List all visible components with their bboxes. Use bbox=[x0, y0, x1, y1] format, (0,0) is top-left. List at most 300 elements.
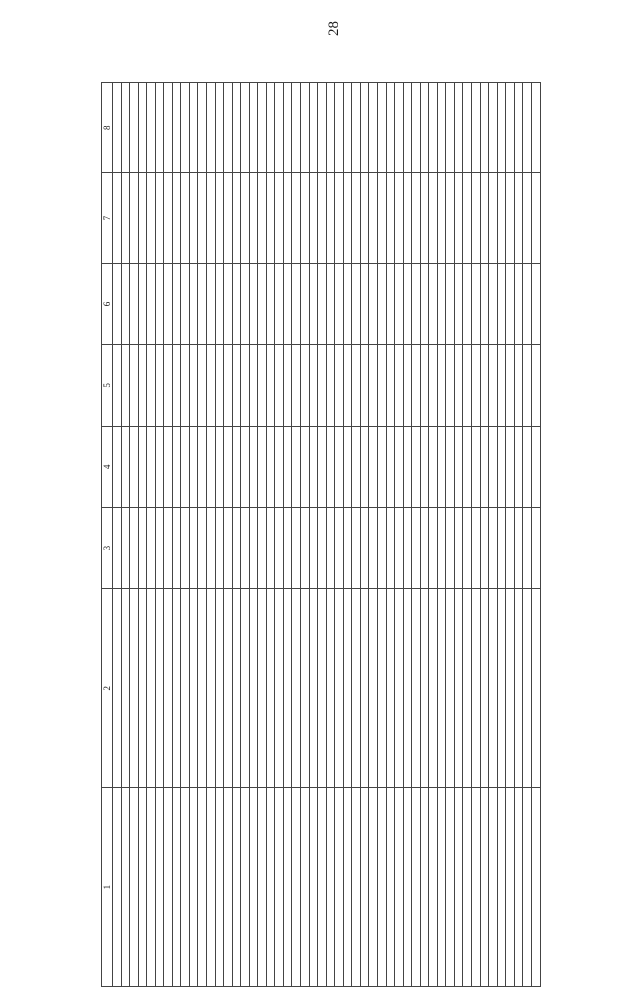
table-cell bbox=[335, 788, 344, 987]
table-cell bbox=[463, 83, 472, 173]
table-cell bbox=[463, 507, 472, 588]
table-cell bbox=[429, 173, 438, 263]
table-cell bbox=[335, 589, 344, 788]
table-cell bbox=[531, 83, 540, 173]
table-row bbox=[318, 83, 327, 987]
table-cell bbox=[352, 426, 361, 507]
table-cell bbox=[531, 426, 540, 507]
table-cell bbox=[147, 345, 156, 426]
table-cell bbox=[360, 426, 369, 507]
table-cell bbox=[164, 788, 173, 987]
table-row bbox=[224, 83, 233, 987]
page-number: 28 bbox=[326, 21, 342, 36]
table-cell bbox=[198, 788, 207, 987]
table-cell bbox=[343, 173, 352, 263]
table-cell bbox=[343, 263, 352, 344]
column-header: 1 bbox=[102, 788, 113, 987]
table-cell bbox=[275, 589, 284, 788]
table-row bbox=[130, 83, 139, 987]
table-cell bbox=[275, 507, 284, 588]
table-cell bbox=[121, 589, 130, 788]
table-cell bbox=[471, 426, 480, 507]
table-cell bbox=[266, 507, 275, 588]
table-cell bbox=[258, 589, 267, 788]
table-cell bbox=[138, 788, 147, 987]
table-cell bbox=[377, 426, 386, 507]
table-cell bbox=[147, 507, 156, 588]
table-cell bbox=[463, 345, 472, 426]
table-cell bbox=[395, 83, 404, 173]
table-cell bbox=[121, 345, 130, 426]
table-row bbox=[301, 83, 310, 987]
table-cell bbox=[471, 788, 480, 987]
table-cell bbox=[531, 173, 540, 263]
table-cell bbox=[395, 345, 404, 426]
table-cell bbox=[377, 173, 386, 263]
column-header: 5 bbox=[102, 345, 113, 426]
table-cell bbox=[207, 507, 216, 588]
table-cell bbox=[266, 426, 275, 507]
table-cell bbox=[369, 345, 378, 426]
table-cell bbox=[301, 507, 310, 588]
table-cell bbox=[386, 83, 395, 173]
table-cell bbox=[377, 788, 386, 987]
table-cell bbox=[412, 173, 421, 263]
table-cell bbox=[531, 263, 540, 344]
table-cell bbox=[403, 345, 412, 426]
table-cell bbox=[318, 83, 327, 173]
table-cell bbox=[232, 83, 241, 173]
table-cell bbox=[514, 507, 523, 588]
table-cell bbox=[360, 173, 369, 263]
table-cell bbox=[352, 345, 361, 426]
table-row bbox=[463, 83, 472, 987]
table-cell bbox=[506, 788, 515, 987]
table-cell bbox=[283, 788, 292, 987]
table-cell bbox=[412, 345, 421, 426]
table-cell bbox=[241, 589, 250, 788]
table-cell bbox=[489, 589, 498, 788]
table-cell bbox=[514, 345, 523, 426]
table-cell bbox=[138, 263, 147, 344]
table-cell bbox=[386, 173, 395, 263]
table-cell bbox=[189, 788, 198, 987]
table-cell bbox=[130, 788, 139, 987]
table-cell bbox=[326, 263, 335, 344]
table-cell bbox=[369, 507, 378, 588]
table-cell bbox=[403, 426, 412, 507]
table-cell bbox=[138, 589, 147, 788]
table-cell bbox=[352, 173, 361, 263]
table-row bbox=[454, 83, 463, 987]
table-cell bbox=[352, 263, 361, 344]
table-cell bbox=[335, 173, 344, 263]
table-row bbox=[258, 83, 267, 987]
table-cell bbox=[446, 788, 455, 987]
table-cell bbox=[531, 788, 540, 987]
table-row bbox=[386, 83, 395, 987]
table-cell bbox=[121, 263, 130, 344]
table-cell bbox=[429, 83, 438, 173]
table-cell bbox=[241, 83, 250, 173]
table-cell bbox=[343, 507, 352, 588]
table-cell bbox=[172, 345, 181, 426]
table-cell bbox=[309, 83, 318, 173]
table-cell bbox=[360, 263, 369, 344]
table-cell bbox=[386, 507, 395, 588]
table-cell bbox=[155, 263, 164, 344]
table-row bbox=[113, 83, 122, 987]
table-cell bbox=[113, 507, 122, 588]
table-cell bbox=[113, 263, 122, 344]
table-cell bbox=[326, 426, 335, 507]
table-cell bbox=[369, 263, 378, 344]
table-cell bbox=[412, 426, 421, 507]
table-row bbox=[429, 83, 438, 987]
table-cell bbox=[198, 426, 207, 507]
table-cell bbox=[326, 507, 335, 588]
table-cell bbox=[249, 788, 258, 987]
table-cell bbox=[343, 83, 352, 173]
table-cell bbox=[232, 788, 241, 987]
table-cell bbox=[489, 345, 498, 426]
table-cell bbox=[489, 426, 498, 507]
table-row bbox=[377, 83, 386, 987]
table-cell bbox=[292, 426, 301, 507]
table-cell bbox=[489, 83, 498, 173]
table-cell bbox=[164, 426, 173, 507]
table-cell bbox=[454, 589, 463, 788]
table-cell bbox=[130, 263, 139, 344]
table-row bbox=[207, 83, 216, 987]
table-cell bbox=[249, 263, 258, 344]
table-cell bbox=[189, 426, 198, 507]
table-cell bbox=[215, 426, 224, 507]
table-cell bbox=[138, 83, 147, 173]
table-cell bbox=[181, 173, 190, 263]
table-cell bbox=[480, 507, 489, 588]
table-cell bbox=[497, 507, 506, 588]
table-row bbox=[480, 83, 489, 987]
table-cell bbox=[147, 426, 156, 507]
table-cell bbox=[198, 507, 207, 588]
table-cell bbox=[207, 173, 216, 263]
table-cell bbox=[283, 589, 292, 788]
table-cell bbox=[207, 83, 216, 173]
column-header: 3 bbox=[102, 507, 113, 588]
table-cell bbox=[377, 263, 386, 344]
table-cell bbox=[514, 426, 523, 507]
table-cell bbox=[360, 83, 369, 173]
table-cell bbox=[301, 589, 310, 788]
table-cell bbox=[224, 83, 233, 173]
table-cell bbox=[164, 507, 173, 588]
table-cell bbox=[420, 173, 429, 263]
table-cell bbox=[275, 788, 284, 987]
table-row bbox=[147, 83, 156, 987]
table-cell bbox=[258, 507, 267, 588]
table-cell bbox=[318, 345, 327, 426]
table-cell bbox=[335, 83, 344, 173]
table-cell bbox=[437, 263, 446, 344]
table-cell bbox=[463, 589, 472, 788]
table-cell bbox=[130, 83, 139, 173]
table-cell bbox=[360, 788, 369, 987]
table-cell bbox=[155, 589, 164, 788]
table-cell bbox=[241, 426, 250, 507]
table-cell bbox=[113, 173, 122, 263]
table-cell bbox=[258, 263, 267, 344]
table-cell bbox=[437, 507, 446, 588]
table-cell bbox=[420, 589, 429, 788]
table-cell bbox=[318, 263, 327, 344]
table-cell bbox=[480, 788, 489, 987]
column-header: 8 bbox=[102, 83, 113, 173]
table-cell bbox=[429, 426, 438, 507]
table-cell bbox=[497, 173, 506, 263]
table-cell bbox=[514, 83, 523, 173]
table-cell bbox=[412, 507, 421, 588]
table-cell bbox=[189, 83, 198, 173]
table-cell bbox=[198, 263, 207, 344]
table-cell bbox=[326, 173, 335, 263]
table-cell bbox=[113, 426, 122, 507]
table-cell bbox=[386, 263, 395, 344]
table-cell bbox=[454, 173, 463, 263]
table-cell bbox=[318, 788, 327, 987]
table-cell bbox=[283, 263, 292, 344]
table-cell bbox=[164, 345, 173, 426]
table-cell bbox=[523, 345, 532, 426]
table-cell bbox=[343, 345, 352, 426]
table-cell bbox=[172, 589, 181, 788]
table-cell bbox=[172, 173, 181, 263]
column-header: 4 bbox=[102, 426, 113, 507]
table-cell bbox=[326, 83, 335, 173]
table-cell bbox=[326, 589, 335, 788]
table-cell bbox=[138, 345, 147, 426]
table-cell bbox=[377, 345, 386, 426]
table-cell bbox=[224, 788, 233, 987]
table-cell bbox=[181, 345, 190, 426]
table-cell bbox=[506, 173, 515, 263]
table-cell bbox=[386, 589, 395, 788]
table-cell bbox=[172, 263, 181, 344]
table-cell bbox=[326, 345, 335, 426]
table-cell bbox=[514, 173, 523, 263]
table-cell bbox=[446, 589, 455, 788]
table-cell bbox=[480, 426, 489, 507]
table-cell bbox=[181, 507, 190, 588]
table-cell bbox=[138, 426, 147, 507]
table-cell bbox=[437, 589, 446, 788]
table-row bbox=[437, 83, 446, 987]
table-cell bbox=[189, 589, 198, 788]
table-cell bbox=[343, 589, 352, 788]
table-cell bbox=[172, 426, 181, 507]
table-cell bbox=[181, 589, 190, 788]
table-cell bbox=[471, 83, 480, 173]
table-cell bbox=[395, 263, 404, 344]
table-cell bbox=[369, 788, 378, 987]
table-cell bbox=[309, 173, 318, 263]
table-cell bbox=[454, 788, 463, 987]
table-cell bbox=[241, 788, 250, 987]
table-cell bbox=[266, 263, 275, 344]
table-cell bbox=[318, 426, 327, 507]
table-cell bbox=[121, 507, 130, 588]
table-row bbox=[164, 83, 173, 987]
table-row bbox=[215, 83, 224, 987]
table-cell bbox=[471, 507, 480, 588]
table-cell bbox=[506, 263, 515, 344]
table-cell bbox=[266, 788, 275, 987]
table-cell bbox=[446, 263, 455, 344]
table-cell bbox=[198, 345, 207, 426]
table-cell bbox=[463, 426, 472, 507]
table-cell bbox=[437, 173, 446, 263]
table-cell bbox=[249, 507, 258, 588]
table-cell bbox=[275, 345, 284, 426]
table-cell bbox=[258, 345, 267, 426]
table-cell bbox=[121, 83, 130, 173]
table-cell bbox=[155, 507, 164, 588]
table-cell bbox=[283, 83, 292, 173]
table-cell bbox=[395, 507, 404, 588]
table-row bbox=[189, 83, 198, 987]
table-cell bbox=[207, 345, 216, 426]
table-cell bbox=[352, 788, 361, 987]
table-cell bbox=[309, 788, 318, 987]
table-cell bbox=[275, 263, 284, 344]
table-cell bbox=[489, 173, 498, 263]
table-cell bbox=[301, 83, 310, 173]
table-cell bbox=[130, 173, 139, 263]
table-cell bbox=[130, 507, 139, 588]
table-row bbox=[352, 83, 361, 987]
table-cell bbox=[113, 345, 122, 426]
table-cell bbox=[283, 426, 292, 507]
table-cell bbox=[437, 83, 446, 173]
table-cell bbox=[189, 173, 198, 263]
table-row bbox=[471, 83, 480, 987]
table-cell bbox=[454, 507, 463, 588]
table-row bbox=[232, 83, 241, 987]
table-cell bbox=[403, 263, 412, 344]
table-cell bbox=[369, 173, 378, 263]
table-cell bbox=[326, 788, 335, 987]
table-cell bbox=[403, 173, 412, 263]
table-cell bbox=[232, 263, 241, 344]
table-cell bbox=[489, 507, 498, 588]
table-cell bbox=[241, 173, 250, 263]
table-row bbox=[531, 83, 540, 987]
table-cell bbox=[232, 589, 241, 788]
table-cell bbox=[155, 426, 164, 507]
table-cell bbox=[523, 83, 532, 173]
table-cell bbox=[360, 345, 369, 426]
table-cell bbox=[309, 426, 318, 507]
table-cell bbox=[446, 173, 455, 263]
table-cell bbox=[386, 345, 395, 426]
table-cell bbox=[164, 173, 173, 263]
table-cell bbox=[335, 263, 344, 344]
table-cell bbox=[523, 507, 532, 588]
table-cell bbox=[283, 345, 292, 426]
table-cell bbox=[215, 83, 224, 173]
table-cell bbox=[113, 83, 122, 173]
table-row bbox=[249, 83, 258, 987]
table-cell bbox=[318, 173, 327, 263]
table-cell bbox=[531, 507, 540, 588]
table-cell bbox=[241, 263, 250, 344]
table-cell bbox=[335, 426, 344, 507]
table-cell bbox=[155, 83, 164, 173]
table-cell bbox=[497, 345, 506, 426]
column-header: 2 bbox=[102, 589, 113, 788]
table-row bbox=[283, 83, 292, 987]
table-cell bbox=[420, 345, 429, 426]
table-cell bbox=[343, 426, 352, 507]
table-cell bbox=[189, 345, 198, 426]
table-cell bbox=[480, 173, 489, 263]
table-cell bbox=[471, 345, 480, 426]
table-cell bbox=[360, 507, 369, 588]
table-row bbox=[335, 83, 344, 987]
table-cell bbox=[249, 589, 258, 788]
table-cell bbox=[471, 589, 480, 788]
table-cell bbox=[232, 173, 241, 263]
table-cell bbox=[224, 345, 233, 426]
table-cell bbox=[113, 589, 122, 788]
table-cell bbox=[215, 589, 224, 788]
table-cell bbox=[429, 345, 438, 426]
table-cell bbox=[309, 589, 318, 788]
table-cell bbox=[497, 426, 506, 507]
table-row bbox=[292, 83, 301, 987]
table-cell bbox=[164, 589, 173, 788]
table-row bbox=[497, 83, 506, 987]
table-cell bbox=[215, 345, 224, 426]
table-row bbox=[395, 83, 404, 987]
table-cell bbox=[352, 507, 361, 588]
table-cell bbox=[454, 263, 463, 344]
table-cell bbox=[130, 589, 139, 788]
table-cell bbox=[258, 788, 267, 987]
table-cell bbox=[301, 788, 310, 987]
table-cell bbox=[207, 426, 216, 507]
table-cell bbox=[454, 83, 463, 173]
column-header: 7 bbox=[102, 173, 113, 263]
table-cell bbox=[301, 263, 310, 344]
table-row bbox=[369, 83, 378, 987]
table-row bbox=[514, 83, 523, 987]
table-cell bbox=[318, 589, 327, 788]
table-cell bbox=[155, 788, 164, 987]
table-cell bbox=[403, 589, 412, 788]
table-cell bbox=[497, 263, 506, 344]
table-cell bbox=[335, 507, 344, 588]
table-cell bbox=[113, 788, 122, 987]
table-cell bbox=[420, 507, 429, 588]
table-row bbox=[241, 83, 250, 987]
table-row bbox=[309, 83, 318, 987]
table-cell bbox=[266, 589, 275, 788]
table-cell bbox=[138, 507, 147, 588]
table-cell bbox=[395, 173, 404, 263]
table-cell bbox=[497, 788, 506, 987]
table-cell bbox=[420, 788, 429, 987]
